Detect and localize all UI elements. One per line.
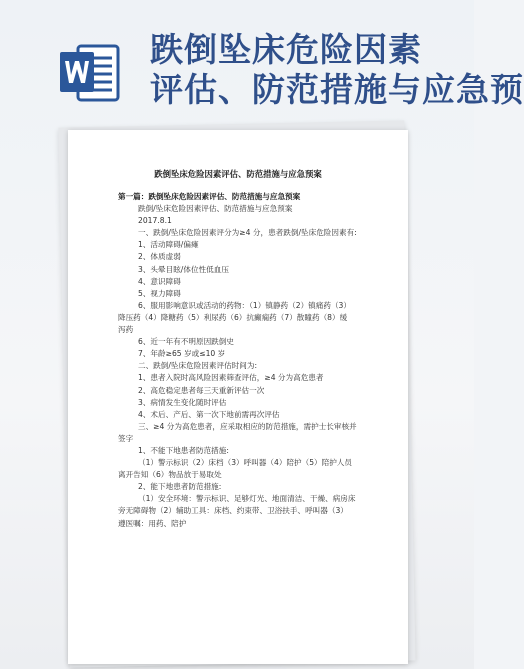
list-item: 1、活动障碍/偏瘫 <box>138 240 199 250</box>
list-item: 5、视力障碍 <box>138 288 181 298</box>
paragraph-line: 离开告知（6）物品放于易取处 <box>118 470 222 480</box>
document-heading: 跌倒坠床危险因素评估、防范措施与应急预案 <box>154 169 322 179</box>
banner-title <box>150 30 524 110</box>
list-item: 3、病情发生变化随时评估 <box>138 397 227 407</box>
list-item: 7、年龄≥65 岁或≤10 岁 <box>138 349 226 359</box>
list-item: 2、高危稳定患者每三天重新评估一次 <box>138 385 265 395</box>
document-subtitle: 跌倒/坠床危险因素评估、防范措施与应急预案 <box>138 204 293 214</box>
paragraph-line: 一、跌倒/坠床危险因素评分为≥4 分，患者跌倒/坠床危险因素有: <box>138 228 357 238</box>
document-body <box>118 191 388 530</box>
list-item: 6、近一年有不明原因跌倒史 <box>138 337 234 347</box>
list-item: 6、服用影响意识或活动的药物：（1）镇静药（2）镇痛药（3） <box>138 300 351 310</box>
document-page <box>68 130 408 664</box>
list-item: 4、意识障碍 <box>138 276 181 286</box>
paragraph-line: 签字 <box>118 433 134 443</box>
list-item: 1、不能下地患者防范措施: <box>138 445 229 455</box>
paragraph-line: 降压药（4）降糖药（5）利尿药（6）抗癫痫药（7）散瞳药（8）缓 <box>118 312 348 322</box>
paragraph-line: 二、跌倒/坠床危险因素评估时间为: <box>138 361 258 371</box>
word-document-icon <box>58 42 122 104</box>
paragraph-line: （1）警示标识（2）床档（3）呼叫器（4）陪护（5）陪护人员 <box>138 458 352 468</box>
banner-title-line-1: 跌倒坠床危险因素 <box>150 30 422 69</box>
paragraph-line: 泻药 <box>118 325 134 335</box>
section-title: 第一篇：跌倒坠床危险因素评估、防范措施与应急预案 <box>118 192 301 201</box>
list-item: 3、头晕目眩/体位性低血压 <box>138 264 229 274</box>
paragraph-line: （1）安全环境：警示标识、足够灯光、地面清洁、干燥、病房床 <box>138 494 356 504</box>
paragraph-line: 旁无障碍物（2）辅助工具：床档、约束带、卫浴扶手、呼叫器（3） <box>118 506 348 516</box>
paragraph-line: 遵医嘱：用药、陪护 <box>118 518 187 528</box>
banner-title-line-2: 评估、防范措施与应急预 <box>150 70 524 109</box>
list-item: 2、体质虚弱 <box>138 252 181 262</box>
list-item: 2、能下地患者防范措施: <box>138 482 222 492</box>
list-item: 1、患者入院时高风险因素筛查评估，≥4 分为高危患者 <box>138 373 324 383</box>
paragraph-line: 三、≥4 分为高危患者，应采取相应的防范措施，需护士长审核并 <box>138 421 357 431</box>
document-date: 2017.8.1 <box>138 216 172 226</box>
list-item: 4、术后、产后、第一次下地前需再次评估 <box>138 409 280 419</box>
preview-banner <box>0 0 524 130</box>
